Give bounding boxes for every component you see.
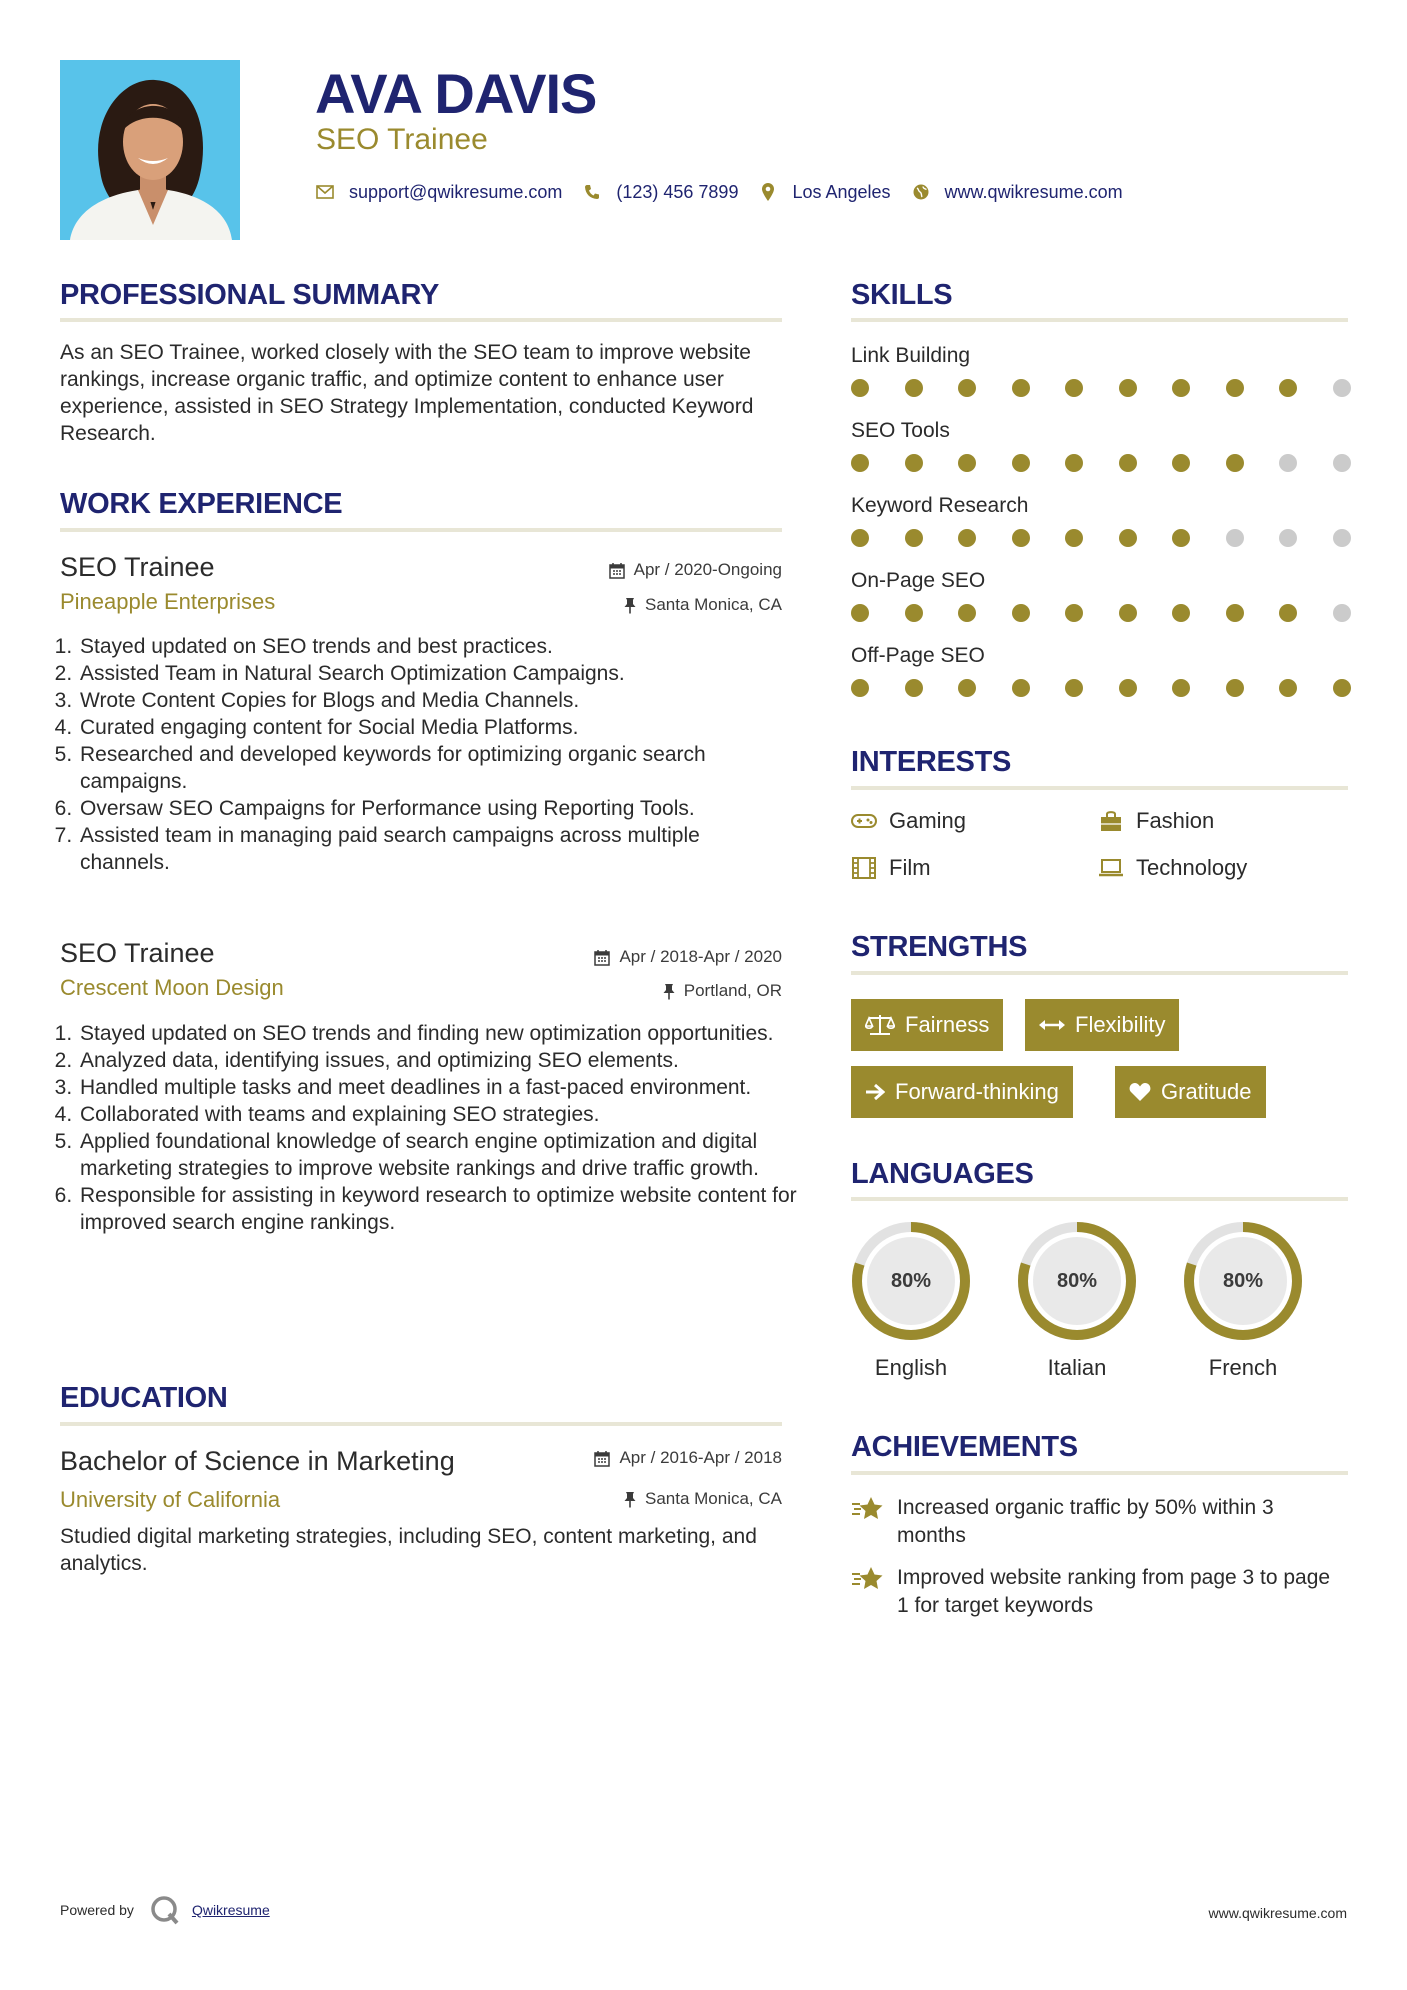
achievement-item: [851, 1494, 1341, 1550]
list-item: 6. Responsible for assisting in keyword research to optimize website content for improved search engine rankings.: [78, 1182, 806, 1236]
languages-heading: LANGUAGES: [851, 1158, 1034, 1190]
list-item: 2. Analyzed data, identifying issues, and optimizing SEO elements.: [78, 1047, 806, 1074]
balance-scale-icon: [865, 1013, 895, 1037]
candidate-title: SEO Trainee: [316, 123, 488, 156]
education-location: [624, 1489, 782, 1509]
strength-label: Flexibility: [1075, 1012, 1166, 1037]
skill-label: Off-Page SEO: [851, 644, 985, 667]
summary-heading: PROFESSIONAL SUMMARY: [60, 279, 440, 311]
achievements-heading: ACHIEVEMENTS: [851, 1431, 1078, 1463]
laptop-icon: [1098, 857, 1124, 879]
rating-dot-filled: [905, 379, 923, 397]
skill-rating: [851, 529, 1351, 547]
section-divider: [851, 318, 1348, 322]
education-dates-text: Apr / 2016-Apr / 2018: [619, 1448, 782, 1467]
language-name: Italian: [1047, 1355, 1107, 1380]
list-item: 5. Researched and developed keywords for optimizing organic search campaigns.: [78, 741, 786, 795]
rating-dot-filled: [958, 454, 976, 472]
pushpin-icon: [624, 1491, 636, 1508]
education-location-text: Santa Monica, CA: [644, 1489, 782, 1508]
language-item: [1181, 1219, 1305, 1381]
skill-item: [851, 492, 1351, 567]
list-item: 1. Stayed updated on SEO trends and best practices.: [78, 633, 786, 660]
skill-item: [851, 342, 1351, 417]
strengths-heading: STRENGTHS: [851, 931, 1028, 963]
list-item: 1. Stayed updated on SEO trends and finding new optimization opportunities.: [78, 1020, 806, 1047]
language-item: [1015, 1219, 1139, 1381]
rating-dot-filled: [1119, 529, 1137, 547]
strength-label: Gratitude: [1161, 1079, 1252, 1104]
skill-label: Link Building: [851, 344, 971, 367]
strength-badge: [851, 1066, 1073, 1118]
rating-dot-filled: [1065, 454, 1083, 472]
skill-item: [851, 642, 1351, 717]
interest-label: Fashion: [1136, 808, 1215, 833]
star-badge-icon: [851, 1566, 885, 1600]
strength-label: Fairness: [905, 1012, 990, 1037]
footer-website[interactable]: www.qwikresume.com: [1208, 1905, 1347, 1921]
skill-label: Keyword Research: [851, 494, 1029, 517]
job-dates-text: Apr / 2018-Apr / 2020: [619, 947, 782, 966]
contact-bar: [315, 177, 1143, 207]
rating-dot-filled: [1119, 454, 1137, 472]
rating-dot-filled: [851, 379, 869, 397]
contact-location: Los Angeles: [792, 181, 891, 202]
rating-dot-filled: [1226, 679, 1244, 697]
education-heading: EDUCATION: [60, 1382, 228, 1414]
gamepad-icon: [851, 810, 877, 832]
profile-photo: [60, 60, 240, 240]
language-item: [849, 1219, 973, 1381]
rating-dot-empty: [1333, 604, 1351, 622]
calendar-icon: [594, 949, 610, 966]
rating-dot-filled: [1065, 679, 1083, 697]
list-item: 7. Assisted team in managing paid search campaigns across multiple channels.: [78, 822, 786, 876]
contact-phone[interactable]: (123) 456 7899: [616, 181, 739, 202]
calendar-icon: [609, 562, 625, 579]
rating-dot-filled: [905, 454, 923, 472]
qwikresume-logo-icon: [150, 1895, 180, 1925]
rating-dot-filled: [905, 679, 923, 697]
section-divider: [851, 1471, 1348, 1475]
rating-dot-filled: [1119, 679, 1137, 697]
footer-branding: [60, 1895, 270, 1925]
rating-dot-filled: [1065, 604, 1083, 622]
rating-dot-filled: [1226, 604, 1244, 622]
skills-list: [851, 342, 1351, 717]
rating-dot-empty: [1279, 454, 1297, 472]
company-name: Crescent Moon Design: [60, 975, 284, 1000]
rating-dot-filled: [1065, 379, 1083, 397]
rating-dot-filled: [1012, 529, 1030, 547]
contact-email[interactable]: support@qwikresume.com: [349, 181, 563, 202]
section-divider: [851, 786, 1348, 790]
interest-gaming: [851, 808, 966, 834]
language-ring: [1015, 1219, 1139, 1343]
candidate-name: AVA DAVIS: [315, 62, 597, 125]
rating-dot-filled: [1012, 604, 1030, 622]
rating-dot-filled: [1012, 454, 1030, 472]
contact-website[interactable]: www.qwikresume.com: [944, 181, 1123, 202]
rating-dot-empty: [1333, 454, 1351, 472]
film-icon: [851, 857, 877, 879]
summary-text: As an SEO Trainee, worked closely with the SEO team to improve website rankings, increase organic traffic, and optimize content to enhance user experience, assisted in SEO Strategy Implementation, conducted Keyword Research.: [60, 341, 754, 445]
section-divider: [60, 528, 782, 532]
education-text: Studied digital marketing strategies, including SEO, content marketing, and analytics.: [60, 1525, 757, 1575]
section-divider: [60, 1422, 782, 1426]
strength-badge: [1115, 1066, 1266, 1118]
map-marker-icon: [758, 182, 778, 202]
achievement-text: Improved website ranking from page 3 to page 1 for target keywords: [897, 1566, 1331, 1617]
job-bullets: [60, 633, 786, 876]
footer-brand-link[interactable]: Qwikresume: [191, 1902, 270, 1918]
skill-rating: [851, 454, 1351, 472]
language-name: French: [1208, 1355, 1278, 1380]
globe-icon: [911, 182, 931, 202]
languages-list: [849, 1219, 1329, 1381]
skill-rating: [851, 604, 1351, 622]
powered-by-text: Powered by: [60, 1902, 134, 1918]
achievement-text: Increased organic traffic by 50% within 3 months: [897, 1496, 1274, 1547]
rating-dot-filled: [1012, 679, 1030, 697]
rating-dot-filled: [1172, 529, 1190, 547]
skill-label: On-Page SEO: [851, 569, 986, 592]
rating-dot-filled: [1226, 379, 1244, 397]
rating-dot-empty: [1226, 529, 1244, 547]
rating-dot-filled: [958, 529, 976, 547]
rating-dot-empty: [1333, 529, 1351, 547]
section-divider: [851, 971, 1348, 975]
rating-dot-filled: [851, 604, 869, 622]
rating-dot-filled: [1279, 379, 1297, 397]
list-item: 5. Applied foundational knowledge of search engine optimization and digital marketing strategies to improve website rankings and drive traffic growth.: [78, 1128, 806, 1182]
rating-dot-filled: [1172, 604, 1190, 622]
calendar-icon: [594, 1450, 610, 1467]
rating-dot-filled: [905, 529, 923, 547]
rating-dot-filled: [1333, 679, 1351, 697]
strength-badge: [851, 999, 1003, 1051]
education-dates: [594, 1448, 782, 1468]
pushpin-icon: [624, 597, 636, 614]
rating-dot-filled: [1226, 454, 1244, 472]
job-dates: [594, 947, 782, 967]
rating-dot-filled: [958, 604, 976, 622]
experience-heading: WORK EXPERIENCE: [60, 488, 343, 520]
job-dates: [609, 560, 782, 580]
rating-dot-filled: [1172, 679, 1190, 697]
list-item: 3. Handled multiple tasks and meet deadlines in a fast-paced environment.: [78, 1074, 806, 1101]
rating-dot-filled: [958, 379, 976, 397]
rating-dot-filled: [1172, 454, 1190, 472]
interests-heading: INTERESTS: [851, 746, 1012, 778]
rating-dot-filled: [1279, 604, 1297, 622]
language-percent: 80%: [1056, 1269, 1098, 1292]
section-divider: [851, 1197, 1348, 1201]
envelope-icon: [315, 182, 335, 202]
company-name: Pineapple Enterprises: [60, 589, 276, 614]
heart-icon: [1129, 1082, 1151, 1102]
rating-dot-empty: [1279, 529, 1297, 547]
rating-dot-filled: [1119, 379, 1137, 397]
degree-title: Bachelor of Science in Marketing: [60, 1446, 455, 1476]
rating-dot-filled: [905, 604, 923, 622]
job-location-text: Portland, OR: [683, 981, 782, 1000]
rating-dot-filled: [1119, 604, 1137, 622]
list-item: 3. Wrote Content Copies for Blogs and Media Channels.: [78, 687, 786, 714]
strength-label: Forward-thinking: [895, 1079, 1059, 1104]
strength-badge: [1025, 999, 1179, 1051]
interest-label: Film: [889, 855, 931, 880]
list-item: 2. Assisted Team in Natural Search Optimization Campaigns.: [78, 660, 786, 687]
skills-heading: SKILLS: [851, 279, 953, 311]
arrows-horizontal-icon: [1039, 1018, 1065, 1032]
school-name: University of California: [60, 1487, 281, 1512]
interest-label: Technology: [1136, 855, 1248, 880]
pushpin-icon: [663, 983, 675, 1000]
list-item: 6. Oversaw SEO Campaigns for Performance using Reporting Tools.: [78, 795, 786, 822]
job-dates-text: Apr / 2020-Ongoing: [633, 560, 782, 579]
skill-label: SEO Tools: [851, 419, 950, 442]
job-title: SEO Trainee: [60, 938, 215, 968]
shopping-bag-icon: [1098, 810, 1124, 832]
skill-item: [851, 417, 1351, 492]
job-location: [624, 595, 782, 615]
rating-dot-filled: [1172, 379, 1190, 397]
rating-dot-filled: [851, 454, 869, 472]
phone-icon: [582, 182, 602, 202]
job-title: SEO Trainee: [60, 552, 215, 582]
job-location-text: Santa Monica, CA: [644, 595, 782, 614]
rating-dot-filled: [958, 679, 976, 697]
language-ring: [849, 1219, 973, 1343]
list-item: 4. Curated engaging content for Social Media Platforms.: [78, 714, 786, 741]
section-divider: [60, 318, 782, 322]
arrow-right-icon: [865, 1083, 885, 1101]
job-bullets: [60, 1020, 806, 1236]
star-badge-icon: [851, 1496, 885, 1530]
rating-dot-filled: [851, 679, 869, 697]
interest-label: Gaming: [889, 808, 967, 833]
rating-dot-filled: [851, 529, 869, 547]
language-name: English: [874, 1355, 948, 1380]
list-item: 4. Collaborated with teams and explaining SEO strategies.: [78, 1101, 806, 1128]
language-percent: 80%: [890, 1269, 932, 1292]
skill-rating: [851, 679, 1351, 697]
interest-film: [851, 855, 931, 881]
job-location: [663, 981, 782, 1001]
rating-dot-filled: [1012, 379, 1030, 397]
rating-dot-empty: [1333, 379, 1351, 397]
skill-rating: [851, 379, 1351, 397]
rating-dot-filled: [1065, 529, 1083, 547]
skill-item: [851, 567, 1351, 642]
language-ring: [1181, 1219, 1305, 1343]
interest-technology: [1098, 855, 1247, 881]
achievement-item: [851, 1564, 1341, 1620]
rating-dot-filled: [1279, 679, 1297, 697]
language-percent: 80%: [1222, 1269, 1264, 1292]
interest-fashion: [1098, 808, 1214, 834]
